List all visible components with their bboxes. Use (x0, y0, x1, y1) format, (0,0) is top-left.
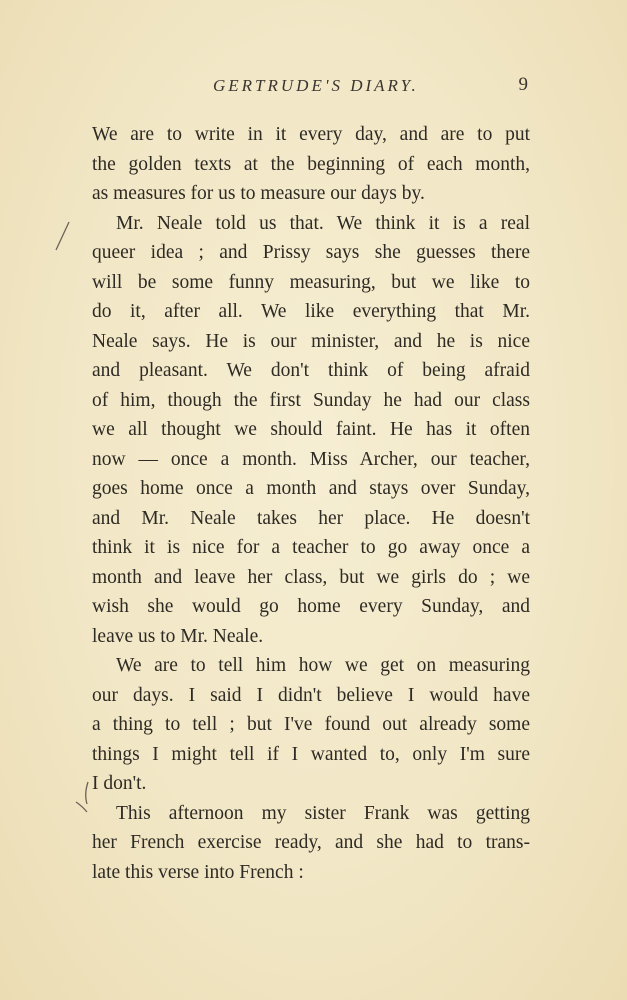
page-header (92, 76, 532, 100)
text-line: Mr. Neale told us that. We think it is a real (116, 212, 530, 234)
text-line: do it, after all. We like everything that Mr. (92, 301, 530, 322)
text-line: things I might tell if I wanted to, only I'm sure (92, 743, 530, 765)
text-line: and pleasant. We don't think of being afraid (92, 360, 530, 381)
text-line: late this verse into French : (92, 861, 304, 883)
text-line: the golden texts at the beginning of each month, (92, 153, 530, 175)
text-line: I don't. (92, 773, 147, 794)
text-line: and Mr. Neale takes her place. He doesn't (92, 507, 530, 529)
pencil-check-mark-icon (72, 780, 94, 816)
text-line: her French exercise ready, and she had to trans- (92, 832, 530, 853)
text-line: We are to write in it every day, and are to put (92, 124, 530, 145)
text-line: of him, though the first Sunday he had our class (92, 389, 530, 411)
text-line: as measures for us to measure our days by. (92, 183, 425, 204)
text-line: wish she would go home every Sunday, and (92, 596, 530, 617)
text-line: a thing to tell ; but I've found out already some (92, 714, 530, 735)
text-line: now — once a month. Miss Archer, our teacher, (92, 448, 530, 470)
body-text (92, 120, 530, 887)
text-line: month and leave her class, but we girls do ; we (92, 566, 530, 588)
text-line: our days. I said I didn't believe I would have (92, 684, 530, 706)
text-line: This afternoon my sister Frank was getting (116, 802, 530, 824)
text-line: we all thought we should faint. He has it often (92, 419, 530, 440)
running-title: GERTRUDE'S DIARY. (213, 76, 419, 95)
text-line: think it is nice for a teacher to go away once a (92, 537, 530, 558)
text-line: will be some funny measuring, but we like to (92, 271, 530, 293)
pencil-slash-mark-icon (52, 220, 72, 252)
text-line: queer idea ; and Prissy says she guesses there (92, 242, 530, 263)
page-number: 9 (518, 74, 528, 95)
text-line: goes home once a month and stays over Sunday, (92, 478, 530, 499)
text-line: Neale says. He is our minister, and he is nice (92, 330, 530, 352)
text-line: We are to tell him how we get on measuring (116, 655, 530, 676)
text-line: leave us to Mr. Neale. (92, 625, 264, 647)
